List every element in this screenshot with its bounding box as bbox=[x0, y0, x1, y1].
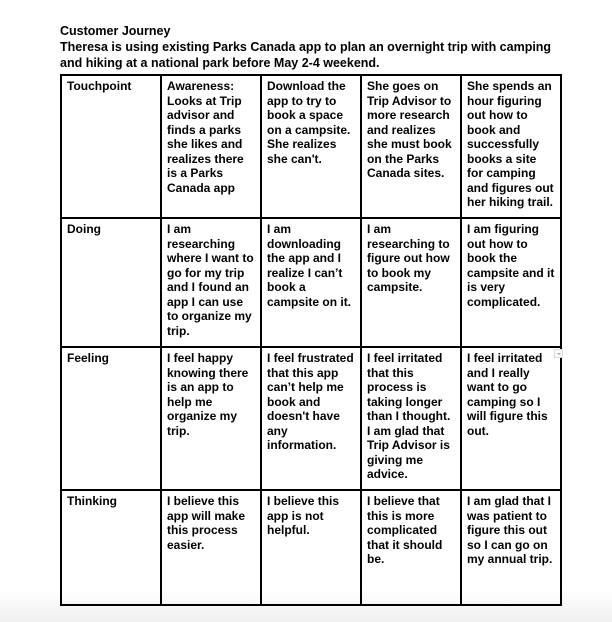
table-cell[interactable]: I believe this app will make this process easier. bbox=[161, 490, 261, 605]
table-cell-text: I feel irritated and I really want to go camping so I will figure this out. bbox=[467, 351, 548, 438]
table-cell[interactable]: I feel irritated that this process is taking longer than I thought. I am glad that Trip Advisor is giving me advice. bbox=[361, 347, 461, 490]
table-cell[interactable]: I am researching where I want to go for my trip and I found an app I can use to organize my trip. bbox=[161, 218, 261, 347]
row-header-thinking[interactable]: Thinking bbox=[61, 490, 161, 605]
table-cell[interactable]: She goes on Trip Advisor to more research and realizes she must book on the Parks Canada sites. bbox=[361, 75, 461, 218]
document-header bbox=[60, 23, 560, 71]
table-cell[interactable]: I am glad that I was patient to figure this out so I can go on my annual trip. bbox=[461, 490, 561, 605]
table-cell[interactable]: I am researching to figure out how to book my campsite. bbox=[361, 218, 461, 347]
row-header-feeling[interactable]: Feeling bbox=[61, 347, 161, 490]
table-cell[interactable]: I believe this app is not helpful. bbox=[261, 490, 361, 605]
cell-menu-dropdown-icon[interactable] bbox=[554, 349, 563, 358]
active-cell-wrapper bbox=[467, 351, 555, 438]
table-cell[interactable]: I am downloading the app and I realize I can’t book a campsite on it. bbox=[261, 218, 361, 347]
document-title: Customer Journey bbox=[60, 24, 171, 38]
table-row-doing bbox=[61, 218, 561, 347]
table-cell[interactable]: Download the app to try to book a space on a campsite. She realizes she can't. bbox=[261, 75, 361, 218]
row-header-touchpoint[interactable]: Touchpoint bbox=[61, 75, 161, 218]
table-cell[interactable]: I believe that this is more complicated that it should be. bbox=[361, 490, 461, 605]
table-row-feeling bbox=[61, 347, 561, 490]
table-row-thinking bbox=[61, 490, 561, 605]
table-cell[interactable]: I feel happy knowing there is an app to help me organize my trip. bbox=[161, 347, 261, 490]
customer-journey-table bbox=[60, 74, 562, 606]
table-cell[interactable]: Awareness: Looks at Trip advisor and finds a parks she likes and realizes there is a Parks Canada app bbox=[161, 75, 261, 218]
table-cell-active[interactable] bbox=[461, 347, 561, 490]
document-subtitle: Theresa is using existing Parks Canada app to plan an overnight trip with camping and hiking at a national park before May 2-4 weekend. bbox=[60, 40, 552, 70]
table-cell[interactable]: She spends an hour figuring out how to book and successfully books a site for camping and figures out her hiking trail. bbox=[461, 75, 561, 218]
table-cell[interactable]: I am figuring out how to book the campsite and it is very complicated. bbox=[461, 218, 561, 347]
table-row-touchpoint bbox=[61, 75, 561, 218]
table-cell[interactable]: I feel frustrated that this app can’t help me book and doesn't have any information. bbox=[261, 347, 361, 490]
row-header-doing[interactable]: Doing bbox=[61, 218, 161, 347]
